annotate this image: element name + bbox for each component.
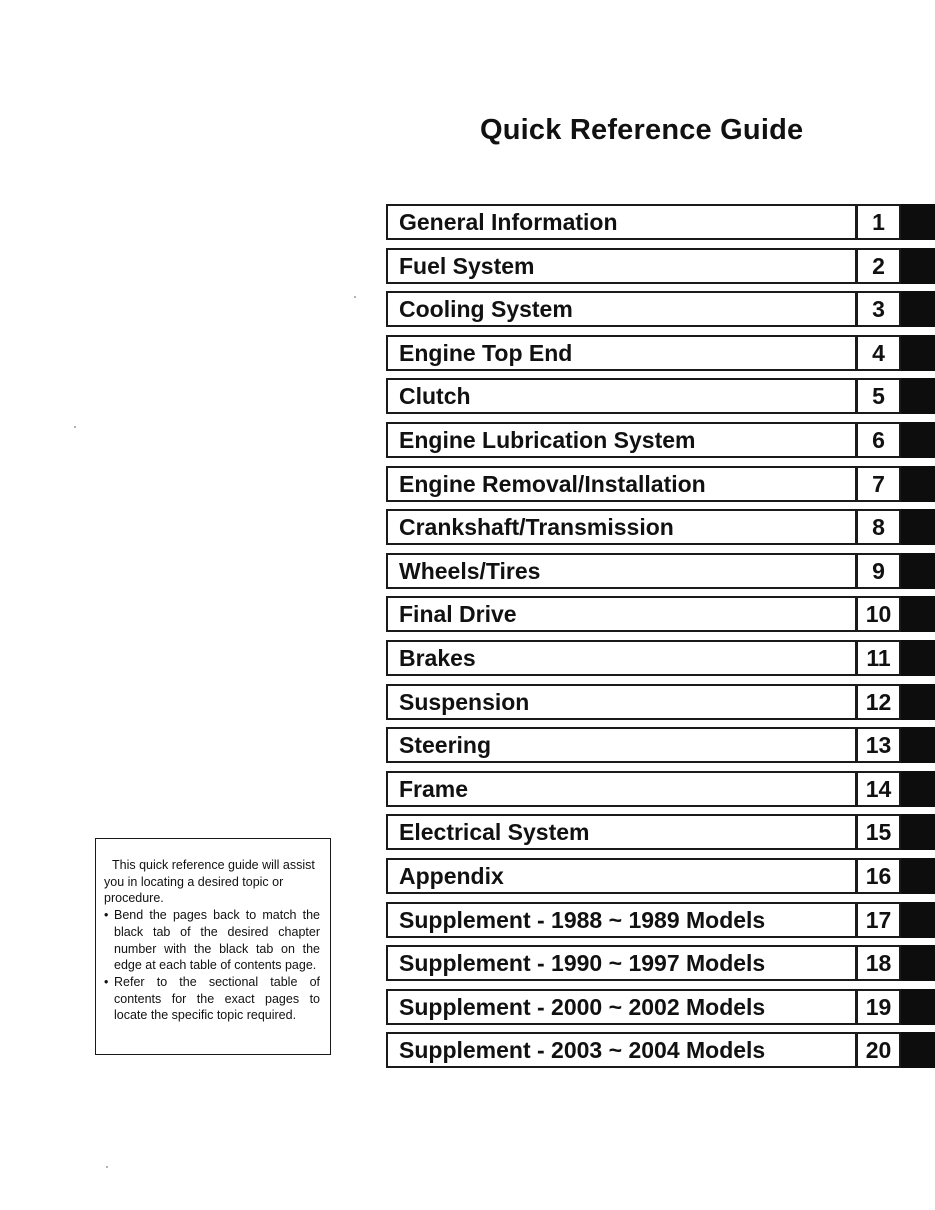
toc-row[interactable]: [386, 204, 935, 240]
toc-title-box: [386, 640, 857, 676]
toc-title: Engine Lubrication System: [399, 427, 696, 453]
toc-row[interactable]: [386, 814, 935, 850]
toc-row[interactable]: [386, 553, 935, 589]
toc-title: Supplement - 1988 ~ 1989 Models: [399, 907, 766, 933]
page-title: Quick Reference Guide: [480, 114, 804, 146]
toc-number: 18: [865, 950, 892, 976]
toc-number: 13: [865, 732, 892, 758]
scan-speck: [354, 296, 356, 298]
black-tab[interactable]: [901, 945, 935, 981]
toc-title-box: [386, 466, 857, 502]
toc-number-box: [856, 858, 901, 894]
toc-number: 10: [865, 601, 892, 627]
black-tab[interactable]: [901, 422, 935, 458]
toc-row[interactable]: [386, 902, 935, 938]
toc-number-box: [856, 422, 901, 458]
toc-number-box: [856, 466, 901, 502]
toc-title: Appendix: [399, 863, 504, 889]
toc-number: 9: [872, 558, 885, 584]
toc-number-box: [856, 378, 901, 414]
black-tab[interactable]: [901, 858, 935, 894]
toc-title-box: [386, 204, 857, 240]
toc-title: Supplement - 1990 ~ 1997 Models: [399, 950, 766, 976]
toc-title: General Information: [399, 209, 618, 235]
toc-row[interactable]: [386, 1032, 935, 1068]
toc-row[interactable]: [386, 509, 935, 545]
toc-title-box: [386, 989, 857, 1025]
toc-row[interactable]: [386, 727, 935, 763]
toc-number-box: [856, 248, 901, 284]
toc-number: 5: [872, 383, 885, 409]
black-tab[interactable]: [901, 466, 935, 502]
black-tab[interactable]: [901, 989, 935, 1025]
toc-row[interactable]: [386, 596, 935, 632]
toc-number-box: [856, 596, 901, 632]
toc-row[interactable]: [386, 291, 935, 327]
toc-title: Brakes: [399, 645, 476, 671]
toc-number-box: [856, 902, 901, 938]
scan-speck: [106, 1166, 108, 1168]
note-bullet: [104, 907, 320, 974]
toc-number-box: [856, 291, 901, 327]
toc-title-box: [386, 902, 857, 938]
toc-number-box: [856, 989, 901, 1025]
toc-number: 20: [865, 1037, 892, 1063]
toc-number-box: [856, 509, 901, 545]
toc-title: Frame: [399, 776, 469, 802]
toc-row[interactable]: [386, 378, 935, 414]
toc-title-box: [386, 771, 857, 807]
scan-speck: [74, 426, 76, 428]
black-tab[interactable]: [901, 596, 935, 632]
toc-title: Electrical System: [399, 819, 590, 845]
toc-title: Engine Top End: [399, 340, 573, 366]
toc-title-box: [386, 727, 857, 763]
toc-number-box: [856, 553, 901, 589]
toc-title: Steering: [399, 732, 492, 758]
toc-title-box: [386, 858, 857, 894]
toc-title-box: [386, 509, 857, 545]
toc-row[interactable]: [386, 248, 935, 284]
note-bullet: [104, 974, 320, 1024]
toc-number: 1: [872, 209, 885, 235]
toc-number: 19: [865, 994, 892, 1020]
toc-number: 14: [865, 776, 892, 802]
toc-number: 17: [865, 907, 892, 933]
toc-title: Supplement - 2003 ~ 2004 Models: [399, 1037, 766, 1063]
black-tab[interactable]: [901, 204, 935, 240]
toc-title: Suspension: [399, 689, 530, 715]
toc-title: Cooling System: [399, 296, 573, 322]
toc-title: Clutch: [399, 383, 471, 409]
instruction-note: [95, 838, 331, 1055]
toc-title-box: [386, 335, 857, 371]
black-tab[interactable]: [901, 1032, 935, 1068]
black-tab[interactable]: [901, 291, 935, 327]
toc-number-box: [856, 814, 901, 850]
toc-row[interactable]: [386, 466, 935, 502]
toc-title-box: [386, 422, 857, 458]
black-tab[interactable]: [901, 902, 935, 938]
toc-title-box: [386, 684, 857, 720]
toc-number-box: [856, 727, 901, 763]
toc-row[interactable]: [386, 335, 935, 371]
toc-title-box: [386, 1032, 857, 1068]
toc-number: 15: [865, 819, 892, 845]
toc-number: 6: [872, 427, 885, 453]
black-tab[interactable]: [901, 814, 935, 850]
toc-row[interactable]: [386, 858, 935, 894]
toc-number: 16: [865, 863, 892, 889]
toc-number: 12: [865, 689, 892, 715]
toc-number: 3: [872, 296, 885, 322]
toc-title-box: [386, 248, 857, 284]
black-tab[interactable]: [901, 509, 935, 545]
toc-row[interactable]: [386, 945, 935, 981]
toc-number: 11: [866, 645, 891, 671]
toc-title-box: [386, 291, 857, 327]
toc-row[interactable]: [386, 422, 935, 458]
toc-title-box: [386, 553, 857, 589]
toc-number-box: [856, 640, 901, 676]
toc-number: 8: [872, 514, 885, 540]
toc-title: Fuel System: [399, 253, 535, 279]
bullet-icon: •: [104, 974, 109, 989]
toc-number-box: [856, 335, 901, 371]
black-tab[interactable]: [901, 378, 935, 414]
toc-number: 7: [872, 471, 885, 497]
toc-title: Wheels/Tires: [399, 558, 541, 584]
toc-row[interactable]: [386, 640, 935, 676]
toc-number-box: [856, 684, 901, 720]
toc-title-box: [386, 596, 857, 632]
toc-title: Engine Removal/Installation: [399, 471, 706, 497]
toc-number-box: [856, 771, 901, 807]
toc-title: Supplement - 2000 ~ 2002 Models: [399, 994, 766, 1020]
note-intro: This quick reference guide will assist you in locating a desired topic or procedure.: [104, 858, 315, 906]
toc-title-box: [386, 945, 857, 981]
toc-number: 2: [872, 253, 885, 279]
black-tab[interactable]: [901, 727, 935, 763]
black-tab[interactable]: [901, 335, 935, 371]
note-bullet-text: Bend the pages back to match the black tab of the desired chapter number with the black tab on the edge at each table of contents page.: [114, 908, 320, 973]
toc-number-box: [856, 1032, 901, 1068]
black-tab[interactable]: [901, 553, 935, 589]
black-tab[interactable]: [901, 771, 935, 807]
toc-row[interactable]: [386, 989, 935, 1025]
toc-number: 4: [872, 340, 885, 366]
toc-number-box: [856, 945, 901, 981]
toc-title: Final Drive: [399, 601, 517, 627]
note-bullet-text: Refer to the sectional table of contents for the exact pages to locate the specific topic required.: [114, 974, 320, 1023]
black-tab[interactable]: [901, 640, 935, 676]
toc-row[interactable]: [386, 771, 935, 807]
toc-number-box: [856, 204, 901, 240]
toc-row[interactable]: [386, 684, 935, 720]
toc-title: Crankshaft/Transmission: [399, 514, 674, 540]
toc-title-box: [386, 378, 857, 414]
black-tab[interactable]: [901, 248, 935, 284]
bullet-icon: •: [104, 908, 109, 923]
black-tab[interactable]: [901, 684, 935, 720]
toc-title-box: [386, 814, 857, 850]
